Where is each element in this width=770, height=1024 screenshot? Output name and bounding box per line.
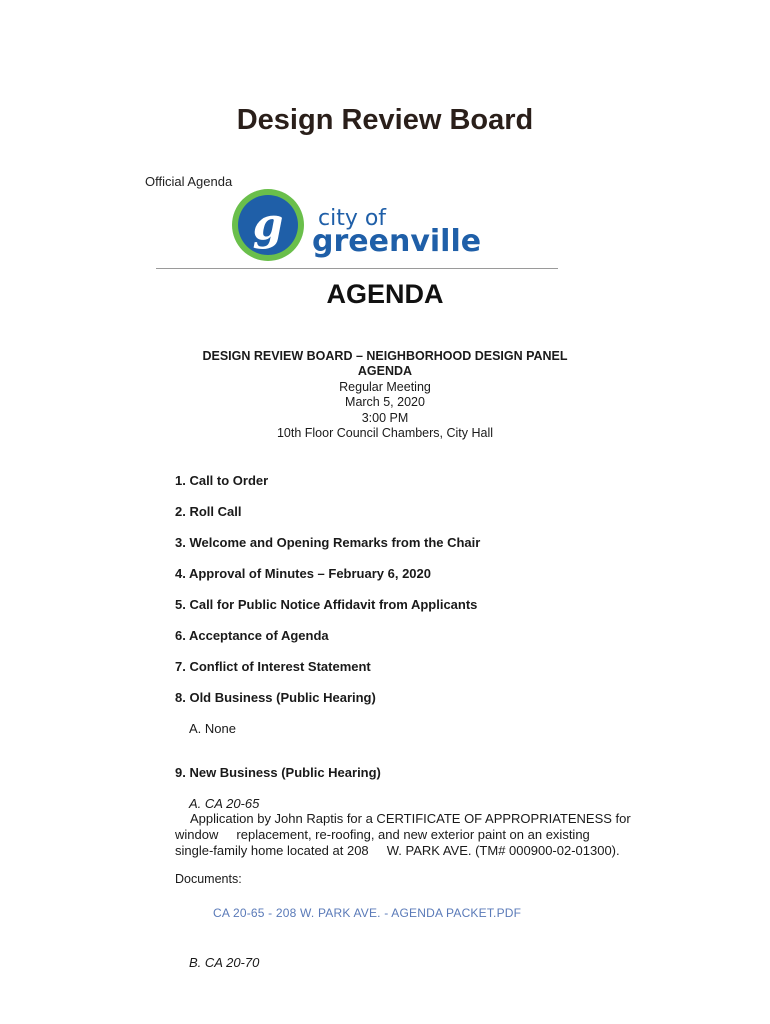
- logo-greenville-text: greenville: [312, 224, 482, 259]
- logo-city-of-text: city of: [318, 206, 387, 231]
- agenda-item: 6. Acceptance of Agenda: [175, 628, 329, 643]
- case-b-title: B. CA 20-70: [189, 955, 260, 970]
- case-a-title: A. CA 20-65: [189, 796, 260, 811]
- agenda-item: 7. Conflict of Interest Statement: [175, 659, 371, 674]
- meeting-time: 3:00 PM: [361, 411, 409, 425]
- agenda-item: 4. Approval of Minutes – February 6, 2020: [175, 566, 431, 581]
- divider-line: [156, 268, 558, 269]
- case-a-line: window replacement, re-roofing, and new exterior paint on an existing: [175, 827, 590, 842]
- page-title: Design Review Board: [236, 104, 534, 136]
- agenda-subheading: AGENDA: [357, 364, 413, 378]
- agenda-packet-link[interactable]: CA 20-65 - 208 W. PARK AVE. - AGENDA PACKET.PDF: [213, 906, 522, 920]
- svg-text:g: g: [252, 199, 284, 250]
- agenda-heading: AGENDA: [326, 279, 444, 309]
- meeting-location: 10th Floor Council Chambers, City Hall: [276, 426, 494, 440]
- agenda-item: 2. Roll Call: [175, 504, 242, 519]
- city-of-greenville-logo: [232, 187, 482, 263]
- case-a-line: single-family home located at 208 W. PARK AVE. (TM# 000900-02-01300).: [175, 843, 620, 858]
- agenda-item: 5. Call for Public Notice Affidavit from Applicants: [175, 597, 478, 612]
- agenda-item: 3. Welcome and Opening Remarks from the Chair: [175, 535, 481, 550]
- meeting-date: March 5, 2020: [345, 395, 425, 409]
- new-business-heading: 9. New Business (Public Hearing): [175, 765, 381, 780]
- case-a-description: [175, 811, 655, 859]
- agenda-item: 8. Old Business (Public Hearing): [175, 690, 376, 705]
- official-agenda-label: Official Agenda: [145, 174, 233, 189]
- documents-label: Documents:: [175, 872, 242, 886]
- board-name: DESIGN REVIEW BOARD – NEIGHBORHOOD DESIGN PANEL: [202, 349, 568, 363]
- case-a-line: Application by John Raptis for a CERTIFICATE OF APPROPRIATENESS for: [190, 811, 631, 826]
- old-business-none: A. None: [189, 721, 236, 736]
- meeting-type: Regular Meeting: [339, 380, 431, 394]
- agenda-item: 1. Call to Order: [175, 473, 269, 488]
